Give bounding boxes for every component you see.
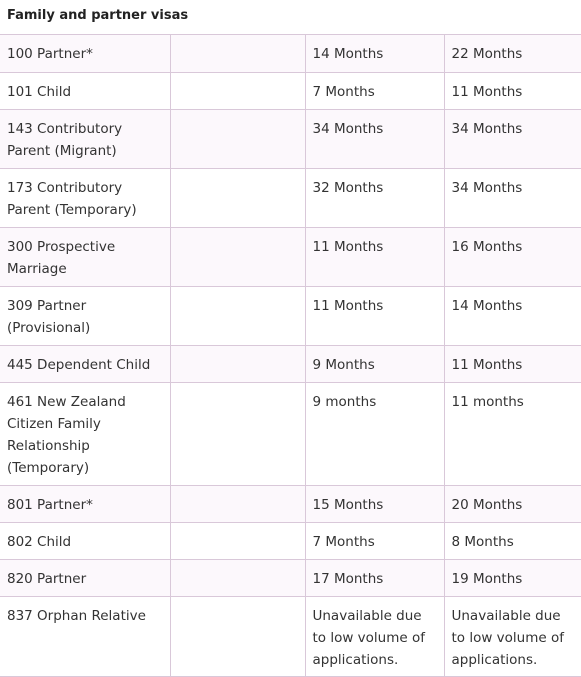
- visa-subclass-cell: 173 Contributory Parent (Temporary): [0, 169, 170, 228]
- section-title: Family and partner visas: [7, 8, 189, 23]
- visa-subclass-cell: 300 Prospective Marriage: [0, 228, 170, 287]
- table-row: [0, 523, 581, 560]
- processing-time-90-cell: 11 Months: [444, 346, 581, 383]
- visa-subclass-cell: 802 Child: [0, 523, 170, 560]
- processing-time-90-cell: 11 Months: [444, 73, 581, 110]
- table-row: [0, 228, 581, 287]
- visa-subclass-cell: 309 Partner (Provisional): [0, 287, 170, 346]
- table-row: [0, 346, 581, 383]
- empty-cell: [170, 169, 305, 228]
- table-row: [0, 383, 581, 486]
- empty-cell: [170, 35, 305, 73]
- table-row: [0, 110, 581, 169]
- processing-time-90-cell: Unavailable due to low volume of applications.: [444, 597, 581, 677]
- visa-subclass-cell: 820 Partner: [0, 560, 170, 597]
- visa-subclass-cell: 801 Partner*: [0, 486, 170, 523]
- table-row: [0, 597, 581, 677]
- visa-subclass-cell: 143 Contributory Parent (Migrant): [0, 110, 170, 169]
- visa-subclass-cell: 445 Dependent Child: [0, 346, 170, 383]
- processing-time-90-cell: 20 Months: [444, 486, 581, 523]
- processing-time-90-cell: 11 months: [444, 383, 581, 486]
- empty-cell: [170, 346, 305, 383]
- empty-cell: [170, 560, 305, 597]
- processing-time-75-cell: 9 Months: [305, 346, 444, 383]
- empty-cell: [170, 287, 305, 346]
- processing-time-75-cell: 7 Months: [305, 523, 444, 560]
- processing-time-75-cell: 14 Months: [305, 35, 444, 73]
- processing-time-90-cell: 8 Months: [444, 523, 581, 560]
- processing-time-75-cell: 15 Months: [305, 486, 444, 523]
- table-row: [0, 287, 581, 346]
- empty-cell: [170, 228, 305, 287]
- table-row: [0, 560, 581, 597]
- processing-time-90-cell: 34 Months: [444, 169, 581, 228]
- processing-time-90-cell: 34 Months: [444, 110, 581, 169]
- processing-time-75-cell: 34 Months: [305, 110, 444, 169]
- processing-time-90-cell: 19 Months: [444, 560, 581, 597]
- empty-cell: [170, 383, 305, 486]
- processing-time-90-cell: 22 Months: [444, 35, 581, 73]
- table-row: [0, 486, 581, 523]
- processing-time-75-cell: 9 months: [305, 383, 444, 486]
- processing-time-75-cell: 7 Months: [305, 73, 444, 110]
- processing-time-75-cell: 32 Months: [305, 169, 444, 228]
- empty-cell: [170, 73, 305, 110]
- visa-subclass-cell: 100 Partner*: [0, 35, 170, 73]
- visa-subclass-cell: 837 Orphan Relative: [0, 597, 170, 677]
- table-row: [0, 169, 581, 228]
- visa-subclass-cell: 101 Child: [0, 73, 170, 110]
- processing-time-75-cell: 11 Months: [305, 287, 444, 346]
- processing-time-75-cell: 17 Months: [305, 560, 444, 597]
- table-row: [0, 73, 581, 110]
- empty-cell: [170, 523, 305, 560]
- processing-times-table: [0, 34, 581, 677]
- table-row: [0, 35, 581, 73]
- visa-subclass-cell: 461 New Zealand Citizen Family Relationship (Temporary): [0, 383, 170, 486]
- processing-time-90-cell: 16 Months: [444, 228, 581, 287]
- empty-cell: [170, 110, 305, 169]
- processing-time-75-cell: Unavailable due to low volume of applications.: [305, 597, 444, 677]
- empty-cell: [170, 597, 305, 677]
- processing-time-75-cell: 11 Months: [305, 228, 444, 287]
- processing-time-90-cell: 14 Months: [444, 287, 581, 346]
- empty-cell: [170, 486, 305, 523]
